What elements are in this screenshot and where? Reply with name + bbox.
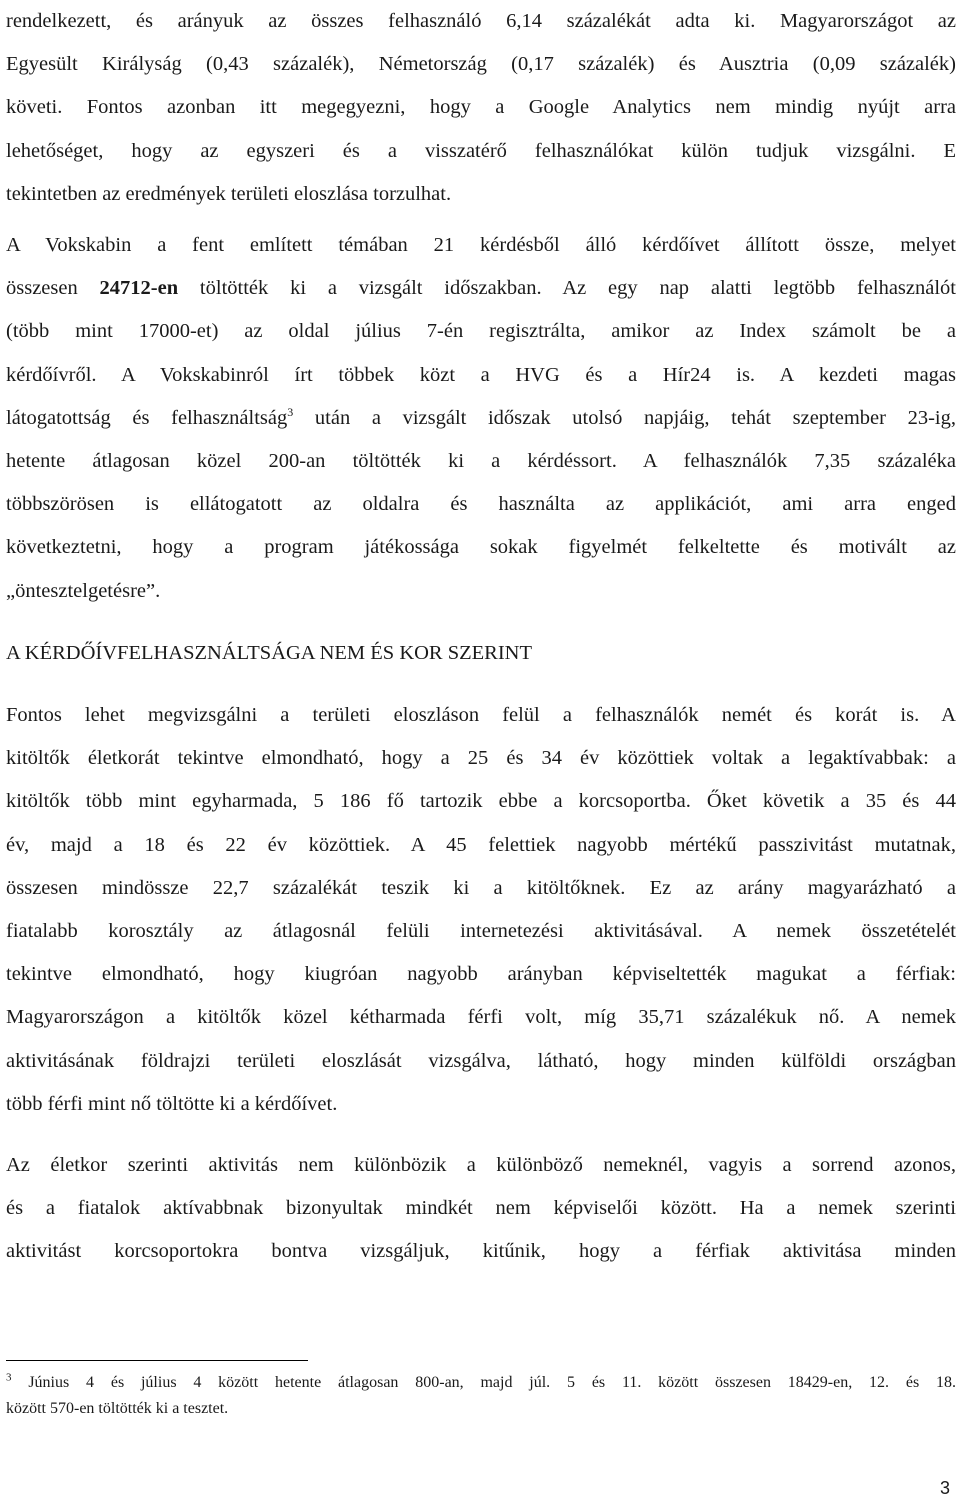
text-line: (több mint 17000-et) az oldal július 7-én regisztrálta, amikor az Index számolt be a: [6, 320, 956, 343]
paragraph-regional-distribution: [6, 0, 956, 216]
paragraph-age-activity: [6, 1144, 956, 1274]
text-span: töltötték ki a vizsgált időszakban. Az egy nap alatti legtöbb felhasználót: [178, 277, 956, 300]
text-line: A Vokskabin a fent említett témában 21 kérdésből álló kérdőívet állított össze, melyet: [6, 234, 956, 256]
text-line: összesen mindössze 22,7 százalékát teszik ki a kitöltőknek. Ez az arány magyarázható a: [6, 876, 956, 899]
text-line: Egyesült Királyság (0,43 százalék), Németország (0,17 százalék) és Ausztria (0,09 százalék): [6, 53, 956, 76]
text-line: rendelkezett, és arányuk az összes felhasználó 6,14 százalékát adta ki. Magyarországot az: [6, 10, 956, 32]
footnote-separator: [6, 1360, 308, 1361]
text-line: következtetni, hogy a program játékossága sokak figyelmét felkeltette és motivált az: [6, 536, 956, 559]
text-line: fiatalabb korosztály az átlagosnál felüli internetezési aktivitásával. A nemek összetételét: [6, 920, 956, 943]
text-line: „öntesztelgetésre”.: [6, 579, 161, 602]
section-heading: A KÉRDŐÍVFELHASZNÁLTSÁGA NEM ÉS KOR SZERINT: [6, 642, 533, 664]
text-span: összesen: [6, 277, 100, 300]
text-line: [6, 267, 956, 310]
text-line: Fontos lehet megvizsgálni a területi eloszláson felül a felhasználók nemét és korát is. A: [6, 704, 956, 726]
text-span: Június 4 és július 4 között hetente átlagosan 800-an, majd júl. 5 és 11. között összesen 18429-en, 12. és 18.: [11, 1374, 956, 1391]
text-line: tekintve elmondható, hogy kiugróan nagyobb arányban képviseltették magukat a férfiak:: [6, 963, 956, 986]
text-span: látogatottság és felhasználtság: [6, 406, 288, 429]
text-line: kitöltők több mint egyharmada, 5 186 fő tartozik ebbe a korcsoportba. Őket követik a 35 és 44: [6, 790, 956, 813]
page-number: 3: [939, 1478, 950, 1498]
text-line: többszörösen is ellátogatott az oldalra és használta az applikációt, ami arra enged: [6, 493, 956, 516]
footnote-reference[interactable]: 3: [287, 404, 294, 419]
text-line: aktivitást korcsoportokra bontva vizsgáljuk, kitűnik, hogy a férfiak aktivitása minden: [6, 1240, 956, 1263]
footnote-line: között 570-en töltötték ki a tesztet.: [6, 1400, 229, 1417]
text-line: tekintetben az eredmények területi eloszlása torzulhat.: [6, 182, 452, 205]
text-line: lehetőséget, hogy az egyszeri és a visszatérő felhasználókat külön tudjuk vizsgálni. E: [6, 139, 956, 162]
text-line: aktivitásának földrajzi területi eloszlását vizsgálva, látható, hogy minden külföldi országban: [6, 1049, 956, 1072]
footnote-marker: 3: [6, 1371, 12, 1384]
text-line: hetente átlagosan közel 200-an töltötték ki a kérdéssort. A felhasználók 7,35 százaléka: [6, 450, 956, 473]
text-line: kitöltők életkorát tekintve elmondható, hogy a 25 és 34 év közöttiek voltak a legaktívabbak: a: [6, 747, 956, 770]
text-line: Magyarországon a kitöltők közel kétharmada férfi volt, míg 35,71 százalékuk nő. A nemek: [6, 1006, 956, 1029]
text-span: után a vizsgált időszak utolsó napjáig, tehát szeptember 23-ig,: [293, 406, 957, 429]
text-line: és a fiatalok aktívabbnak bizonyultak mindkét nem képviselői között. Ha a nemek szerinti: [6, 1197, 956, 1220]
text-line: kérdőívről. A Vokskabinról írt többek közt a HVG és a Hír24 is. A kezdeti magas: [6, 363, 956, 386]
footnote-line: [6, 1370, 956, 1396]
footnote: [6, 1370, 956, 1422]
text-line: Az életkor szerinti aktivitás nem különbözik a különböző nemeknél, vagyis a sorrend azonos,: [6, 1154, 956, 1176]
respondent-count: 24712-en: [99, 277, 179, 300]
text-line: [6, 397, 956, 440]
paragraph-vokskabin: [6, 224, 956, 613]
paragraph-gender-age: [6, 694, 956, 1126]
text-line: több férfi mint nő töltötte ki a kérdőívet.: [6, 1092, 338, 1115]
text-line: követi. Fontos azonban itt megegyezni, hogy a Google Analytics nem mindig nyújt arra: [6, 96, 956, 119]
text-line: év, majd a 18 és 22 év közöttiek. A 45 felettiek nagyobb mértékű passzivitást mutatnak,: [6, 833, 956, 856]
